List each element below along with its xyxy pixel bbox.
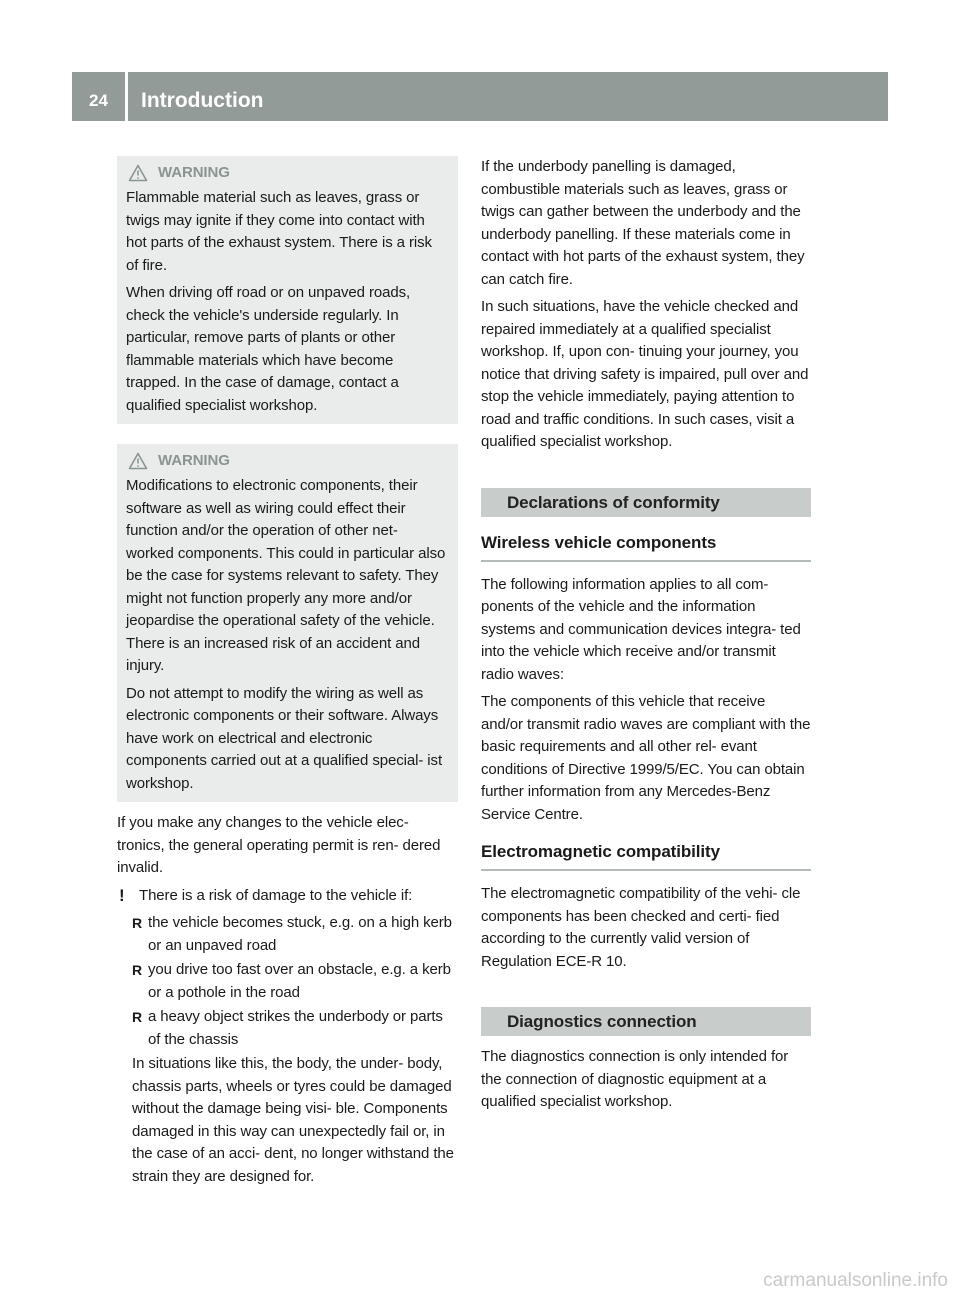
- warning-text: Modifications to electronic components, their software as well as wiring could effect their function and/or the operation of other net- worked components. This could in particular also be the case for systems relevant to safety. They might not function properly any more and/or jeopardise the operational safety of the vehicle. There is an increased risk of an accident and injury.: [126, 477, 446, 674]
- body-paragraph: The electromagnetic compatibility of the vehi- cle components has been checked and certi- fied according to the currently valid version of Regulation ECE-R 10.: [481, 885, 801, 970]
- list-item-text: you drive too fast over an obstacle, e.g. a kerb or a pothole in the road: [148, 961, 451, 1001]
- exclamation-icon: !: [119, 885, 125, 905]
- list-item: [117, 912, 458, 957]
- subsection-heading: Wireless vehicle components: [481, 531, 811, 562]
- damage-note: [117, 885, 458, 908]
- warning-title: WARNING: [158, 163, 230, 181]
- damage-list: [117, 912, 458, 1051]
- note-followup-text: In situations like this, the body, the under- body, chassis parts, wheels or tyres could be damaged without the damage being visi- ble. Components damaged in this way can unexpectedly fail or, in the case of an acci- dent, no longer withstand the strain they are designed for.: [132, 1055, 454, 1185]
- page-number: 24: [89, 91, 108, 110]
- subsection-heading: Electromagnetic compatibility: [481, 840, 811, 871]
- warning-header: [126, 162, 448, 184]
- body-paragraph: The components of this vehicle that receive and/or transmit radio waves are compliant with the basic requirements and all other rel- evant conditions of Directive 1999/5/EC. You can obtain further information from any Mercedes-Benz Service Centre.: [481, 693, 811, 823]
- list-item: [117, 1006, 458, 1051]
- list-item-text: the vehicle becomes stuck, e.g. on a high kerb or an unpaved road: [148, 914, 452, 954]
- body-paragraph: The following information applies to all com- ponents of the vehicle and the information systems and communication devices integra- ted into the vehicle which receive and/or transmit radio waves:: [481, 575, 801, 683]
- body-paragraph: In such situations, have the vehicle checked and repaired immediately at a qualified specialist workshop. If, upon con- tinuing your journey, you notice that driving safety is impaired, pull over and stop the vehicle immediately, paying attention to road and traffic conditions. In such cases, visit a qualified specialist workshop.: [481, 298, 809, 450]
- warning-title: WARNING: [158, 451, 230, 469]
- warning-text: Flammable material such as leaves, grass or twigs may ignite if they come into contact with hot parts of the exhaust system. There is a risk of fire.: [126, 189, 432, 274]
- body-paragraph: If you make any changes to the vehicle elec- tronics, the general operating permit is ren- dered invalid.: [117, 814, 441, 876]
- watermark: carmanualsonline.info: [763, 1270, 948, 1291]
- warning-triangle-icon: [128, 452, 148, 470]
- warning-box-fire: [117, 156, 458, 424]
- body-paragraph: If the underbody panelling is damaged, combustible materials such as leaves, grass or twigs can gather between the underbody and the underbody panelling. If these materials come in contact with hot parts of the exhaust system, they can catch fire.: [481, 158, 805, 288]
- warning-text: Do not attempt to modify the wiring as well as electronic components or their software. Always have work on electrical and electronic components carried out at a qualified special- ist workshop.: [126, 684, 443, 792]
- bullet-icon: R: [132, 1009, 143, 1025]
- bullet-icon: R: [132, 915, 143, 931]
- note-text: There is a risk of damage to the vehicle if:: [139, 886, 413, 904]
- header-divider: [125, 72, 128, 121]
- warning-header: [126, 450, 448, 472]
- list-item-text: a heavy object strikes the underbody or parts of the chassis: [148, 1008, 443, 1048]
- section-heading: Diagnostics connection: [481, 1007, 811, 1036]
- chapter-title: Introduction: [141, 89, 264, 112]
- right-column: [481, 156, 811, 1119]
- left-column: [117, 156, 458, 1193]
- warning-text: When driving off road or on unpaved roads, check the vehicle's underside regularly. In particular, remove parts of plants or other flammable materials which have become trapped. In the case of damage, contact a qualified specialist workshop.: [126, 284, 411, 414]
- warning-box-electronics: [117, 444, 458, 802]
- section-heading: Declarations of conformity: [481, 488, 811, 517]
- bullet-icon: R: [132, 962, 143, 978]
- body-paragraph: The diagnostics connection is only intended for the connection of diagnostic equipment at a qualified specialist workshop.: [481, 1048, 789, 1110]
- page-header: [72, 72, 888, 121]
- warning-triangle-icon: [128, 164, 148, 182]
- list-item: [117, 959, 458, 1004]
